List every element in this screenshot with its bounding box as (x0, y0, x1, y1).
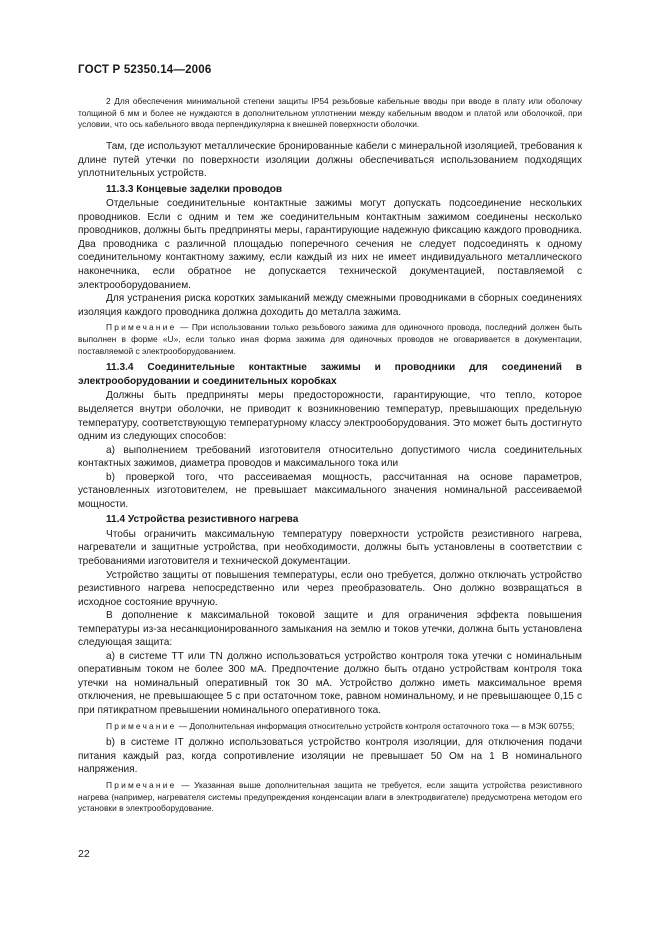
note-label: Примечание (106, 322, 177, 333)
heading-11-3-4: 11.3.4 Соединительные контактные зажимы и проводники для соединений в электрооборудовании и соединительных коробках (78, 362, 582, 387)
paragraph-11-4-additional-protection: В дополнение к максимальной токовой защите и для ограничения эффекта повышения температуры из-за несанкционированного замыкания на землю и токов утечки, должна быть установлена следующая защита: (78, 610, 582, 649)
list-item-11-3-4-b: b) проверкой того, что рассеиваемая мощность, рассчитанная на основе параметров, установленных изготовителем, не превышает максимального значения номинальной рассеиваемой мощности. (78, 471, 582, 510)
note-11-4-a (78, 721, 582, 733)
note-text: — Дополнительная информация относительно устройств контроля остаточного тока — в МЭК 60755; (176, 720, 575, 731)
note-label: Примечание (106, 720, 177, 731)
list-item-11-4-a: а) в системе TT или TN должно использоваться устройство контроля тока утечки с номинальным оперативным током не более 300 мА. Предпочтение должно быть отдано устройствам контроля тока утечки на номинальный оперативный ток 30 мА. Устройство должно иметь максимальное время отключения, не превышающее 5 с при остаточном токе, равном номинальному, и не превышающее 0,15 с при пятикратном превышении номинального оперативного тока. (78, 650, 582, 716)
note-text: — При использовании только резьбового зажима для одиночного провода, последний должен быть выполнен в форме «U», если только иная форма зажима для одиночных проводов не оговаривается в документации, поставляемой с электрооборудованием. (78, 322, 582, 356)
document-header: ГОСТ Р 52350.14—2006 (78, 64, 212, 76)
list-item-11-3-4-a: а) выполнением требований изготовителя относительно допустимого числа соединительных контактных зажимов, диаметра проводов и максимального тока или (78, 444, 582, 470)
paragraph-11-4-protection-device: Устройство защиты от повышения температуры, если оно требуется, должно отключать устройство резистивного нагрева непосредственно или через преобразователь. Оно должно возвращаться в исходное состояние вручную. (78, 569, 582, 608)
paragraph-11-3-3-multiple-conductors: Отдельные соединительные контактные зажимы могут допускать подсоединение нескольких проводников. Если с одним и тем же соединительным контактным зажимом соединены несколько проводников, должны быть предприняты меры, гарантирующие надежную фиксацию каждого проводника. Два проводника с различной площадью поперечного сечения не следует подсоединять к одному соединительному контактному зажиму, если каждый из них не имеет индивидуального металлического наконечника, если обратное не допускается технической документацией, поставляемой с электрооборудованием. (78, 198, 582, 291)
heading-11-4: 11.4 Устройства резистивного нагрева (106, 514, 299, 526)
page-number: 22 (78, 848, 90, 860)
note-label: Примечание (106, 779, 177, 790)
paragraph-11-4-limit-temperature: Чтобы ограничить максимальную температуру поверхности устройств резистивного нагрева, нагреватели и защитные устройства, при необходимости, должны быть установлены в соответствии с требованиями изготовителя и технической документации. (78, 528, 582, 567)
paragraph-11-3-3-short-circuit: Для устранения риска коротких замыканий между смежными проводниками в сборных соединениях изоляция каждого проводника должна доходить до металла зажима. (78, 293, 582, 318)
note-11-3-3 (78, 322, 582, 357)
paragraph-mineral-insulated-cables: Там, где используют металлические бронированные кабели с минеральной изоляцией, требования к длине путей утечки по поверхности изоляции должны обеспечиваться использованием подходящих уплотнительных устройств. (78, 141, 582, 180)
note-text: — Указанная выше дополнительная защита не требуется, если защита устройства резистивного нагрева (например, нагревателя системы предупреждения конденсации влаги в электродвигателе) предусмотрена методом его установки в электрооборудование. (78, 779, 582, 814)
note-11-4-b (78, 780, 582, 815)
page-content (78, 96, 582, 819)
list-item-11-4-b: b) в системе IT должно использоваться устройство контроля изоляции, для отключения подачи питания каждый раз, когда сопротивление изоляции не превышает 50 Ом на 1 В номинального напряжения. (78, 737, 582, 776)
paragraph-11-3-4-precautions: Должны быть предприняты меры предосторожности, гарантирующие, что тепло, которое выделяется внутри оболочки, не приводит к возникновению температур, превышающих предельную температуру, соответствующую температурному классу электрооборудования. Это может быть достигнуто одним из следующих способов: (78, 390, 582, 443)
note-ip54-cable-entries: 2 Для обеспечения минимальной степени защиты IP54 резьбовые кабельные вводы при вводе в плату или оболочку толщиной 6 мм и более не нуждаются в дополнительном уплотнении между кабельным вводом и платой или оболочкой, при условии, что ось кабельного ввода перпендикулярна к внешней поверхности оболочки. (78, 96, 582, 130)
heading-11-3-3: 11.3.3 Концевые заделки проводов (106, 183, 283, 195)
